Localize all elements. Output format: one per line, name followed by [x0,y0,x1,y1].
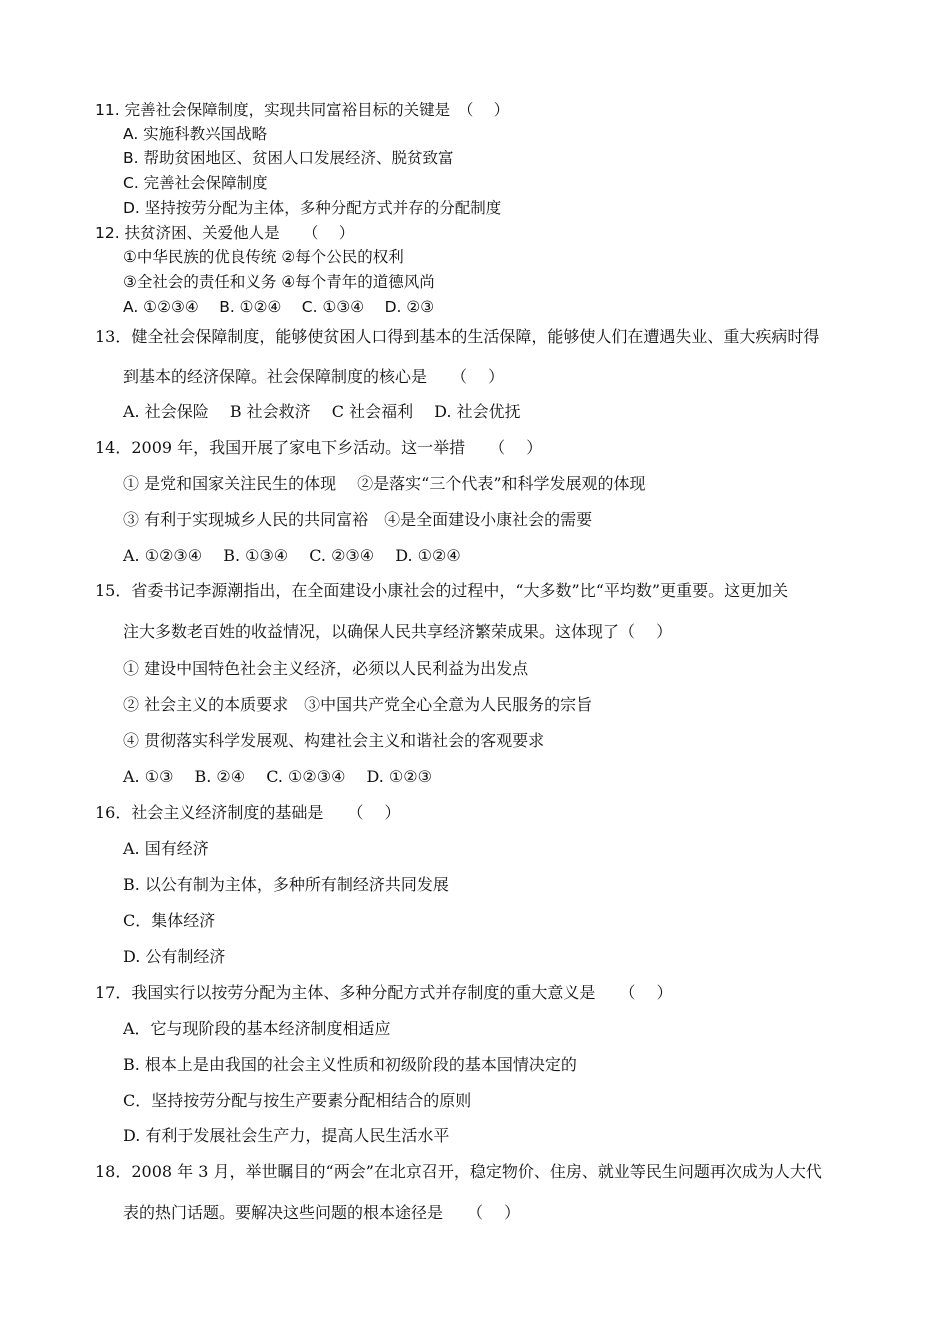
question-17-option-b: B. 根本上是由我国的社会主义性质和初级阶段的基本国情决定的 [123,1055,577,1074]
question-14-options: A. ①②③④ B. ①③④ C. ②③④ D. ①②④ [123,546,461,565]
question-12-stem: 12. 扶贫济困、关爱他人是 （ ） [95,224,355,242]
question-17-option-a: A．它与现阶段的基本经济制度相适应 [123,1019,391,1038]
question-16-option-a: A. 国有经济 [123,839,209,858]
question-13-stem-line-1: 13．健全社会保障制度，能够使贫困人口得到基本的生活保障，能够使人们在遭遇失业、重大疾病时得 [95,327,820,346]
question-16-option-c: C．集体经济 [123,911,216,930]
question-15-stem-line-2: 注大多数老百姓的收益情况，以确保人民共享经济繁荣成果。这体现了（ ） [123,622,673,641]
question-14-statement-2: ③ 有利于实现城乡人民的共同富裕 ④是全面建设小康社会的需要 [123,510,593,529]
question-12-statement-1: ①中华民族的优良传统 ②每个公民的权利 [123,248,404,266]
question-17-stem: 17．我国实行以按劳分配为主体、多种分配方式并存制度的重大意义是 （ ） [95,983,673,1002]
question-11-option-d: D. 坚持按劳分配为主体，多种分配方式并存的分配制度 [123,199,502,217]
question-17-option-c: C．坚持按劳分配与按生产要素分配相结合的原则 [123,1091,472,1110]
question-18-stem-line-1: 18．2008 年 3 月，举世瞩目的“两会”在北京召开，稳定物价、住房、就业等民生问题再次成为人大代 [95,1162,822,1181]
question-13-options: A. 社会保险 B 社会救济 C 社会福利 D. 社会优抚 [123,402,521,421]
question-15-statement-3: ④ 贯彻落实科学发展观、构建社会主义和谐社会的客观要求 [123,731,545,750]
question-15-statement-1: ① 建设中国特色社会主义经济，必须以人民利益为出发点 [123,659,529,678]
question-14-stem: 14．2009 年，我国开展了家电下乡活动。这一举措 （ ） [95,438,543,457]
question-11-option-b: B. 帮助贫困地区、贫困人口发展经济、脱贫致富 [123,149,454,167]
question-11-stem: 11. 完善社会保障制度，实现共同富裕目标的关键是 （ ） [95,101,510,119]
question-12-options: A. ①②③④ B. ①②④ C. ①③④ D. ②③ [123,298,435,316]
question-16-stem: 16．社会主义经济制度的基础是 （ ） [95,803,401,822]
question-16-option-d: D. 公有制经济 [123,947,226,966]
question-12-statement-2: ③全社会的责任和义务 ④每个青年的道德风尚 [123,273,435,291]
question-15-statement-2: ② 社会主义的本质要求 ③中国共产党全心全意为人民服务的宗旨 [123,695,593,714]
question-17-option-d: D. 有利于发展社会生产力，提高人民生活水平 [123,1126,450,1145]
question-11-option-c: C. 完善社会保障制度 [123,174,268,192]
question-14-statement-1: ① 是党和国家关注民生的体现 ②是落实“三个代表”和科学发展观的体现 [123,474,646,493]
question-11-option-a: A. 实施科教兴国战略 [123,125,268,143]
question-15-options: A. ①③ B. ②④ C. ①②③④ D. ①②③ [123,767,432,786]
question-15-stem-line-1: 15．省委书记李源潮指出，在全面建设小康社会的过程中，“大多数”比“平均数”更重要。这更加关 [95,581,789,600]
question-18-stem-line-2: 表的热门话题。要解决这些问题的根本途径是 （ ） [123,1203,521,1222]
question-13-stem-line-2: 到基本的经济保障。社会保障制度的核心是 （ ） [123,367,505,386]
question-16-option-b: B. 以公有制为主体，多种所有制经济共同发展 [123,875,449,894]
